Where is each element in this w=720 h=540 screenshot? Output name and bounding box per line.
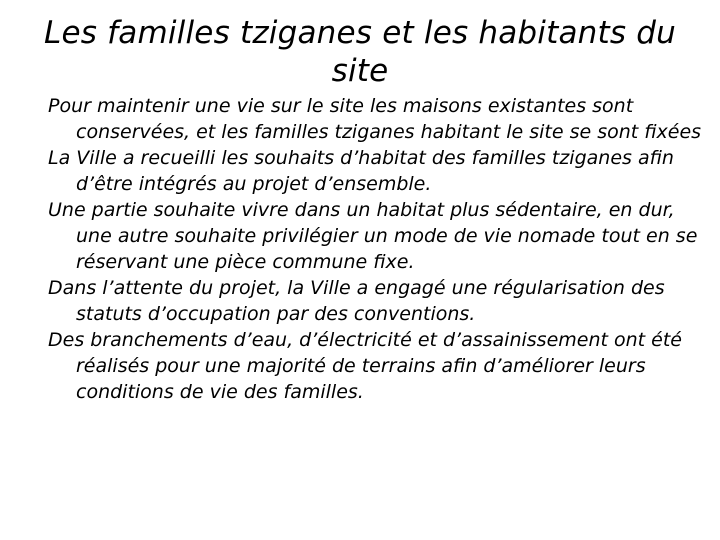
paragraph-wishes-collected: La Ville a recueilli les souhaits d’habitat des familles tziganes afin d’être intégrés au projet d’ensemble. <box>48 147 674 195</box>
paragraph-utilities: Des branchements d’eau, d’électricité et d’assainissement ont été réalisés pour une majorité de terrains afin d’améliorer leurs conditions de vie des familles. <box>48 329 682 403</box>
slide-title: Les familles tziganes et les habitants du site <box>44 15 676 89</box>
body-text <box>48 93 710 405</box>
paragraph-housing-modes: Une partie souhaite vivre dans un habitat plus sédentaire, en dur, une autre souhaite privilégier un mode de vie nomade tout en se réservant une pièce commune fixe. <box>48 199 698 273</box>
paragraph-regularisation: Dans l’attente du projet, la Ville a engagé une régularisation des statuts d’occupation par des conventions. <box>48 277 665 325</box>
paragraph-habitat-conservation: Pour maintenir une vie sur le site les maisons existantes sont conservées, et les familles tziganes habitant le site se sont fixées <box>48 95 702 143</box>
